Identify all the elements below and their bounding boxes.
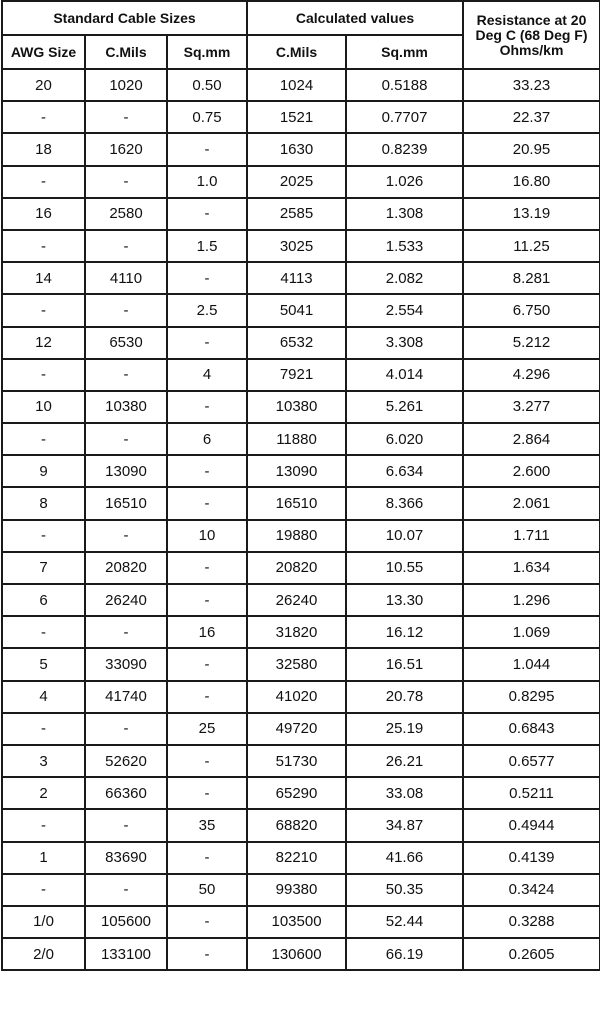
awg-size-cell: 9 [2,455,85,487]
calc-cmils-cell: 3025 [247,230,346,262]
std-sqmm-cell: - [167,938,247,970]
std-sqmm-cell: 1.5 [167,230,247,262]
std-cmils-header: C.Mils [85,35,167,69]
calc-cmils-cell: 51730 [247,745,346,777]
awg-size-cell: 14 [2,262,85,294]
calc-cmils-cell: 31820 [247,616,346,648]
calc-sqmm-cell: 2.082 [346,262,463,294]
awg-size-cell: 4 [2,681,85,713]
resistance-cell: 16.80 [463,166,600,198]
std-cmils-cell: - [85,230,167,262]
table-row [2,616,600,648]
calc-sqmm-cell: 2.554 [346,294,463,326]
std-cmils-cell: - [85,809,167,841]
awg-size-cell: - [2,359,85,391]
std-cmils-cell: - [85,874,167,906]
table-row [2,166,600,198]
cable-size-table [1,0,600,971]
std-cmils-cell: 2580 [85,198,167,230]
resistance-cell: 11.25 [463,230,600,262]
std-sqmm-cell: 10 [167,520,247,552]
calc-cmils-cell: 4113 [247,262,346,294]
std-cmils-cell: 13090 [85,455,167,487]
calc-cmils-cell: 99380 [247,874,346,906]
calc-sqmm-cell: 50.35 [346,874,463,906]
awg-size-cell: 6 [2,584,85,616]
std-cmils-cell: 6530 [85,327,167,359]
std-sqmm-cell: 6 [167,423,247,455]
calc-sqmm-cell: 26.21 [346,745,463,777]
std-sqmm-cell: 35 [167,809,247,841]
calc-cmils-cell: 130600 [247,938,346,970]
std-cmils-cell: - [85,166,167,198]
resistance-cell: 3.277 [463,391,600,423]
awg-size-cell: 18 [2,133,85,165]
calc-sqmm-cell: 33.08 [346,777,463,809]
table-row [2,69,600,101]
resistance-cell: 1.634 [463,552,600,584]
std-sqmm-cell: - [167,648,247,680]
calc-sqmm-cell: 66.19 [346,938,463,970]
calc-sqmm-cell: 0.8239 [346,133,463,165]
std-sqmm-cell: 1.0 [167,166,247,198]
resistance-cell: 0.8295 [463,681,600,713]
std-sqmm-cell: 0.75 [167,101,247,133]
calc-cmils-cell: 1521 [247,101,346,133]
std-cmils-cell: - [85,520,167,552]
std-sqmm-cell: - [167,391,247,423]
calc-sqmm-cell: 16.12 [346,616,463,648]
resistance-header: Resistance at 20 Deg C (68 Deg F) Ohms/km [463,1,600,69]
calc-sqmm-cell: 41.66 [346,842,463,874]
resistance-cell: 1.296 [463,584,600,616]
std-sqmm-cell: - [167,455,247,487]
resistance-cell: 2.061 [463,487,600,519]
table-row [2,874,600,906]
calc-sqmm-cell: 0.7707 [346,101,463,133]
std-cmils-cell: 20820 [85,552,167,584]
std-sqmm-cell: - [167,487,247,519]
table-row [2,938,600,970]
resistance-cell: 0.6843 [463,713,600,745]
resistance-cell: 0.3288 [463,906,600,938]
table-row [2,327,600,359]
resistance-cell: 1.069 [463,616,600,648]
awg-size-header: AWG Size [2,35,85,69]
std-sqmm-cell: 25 [167,713,247,745]
std-cmils-cell: 133100 [85,938,167,970]
calc-cmils-cell: 68820 [247,809,346,841]
std-sqmm-cell: - [167,133,247,165]
resistance-cell: 0.4944 [463,809,600,841]
calc-sqmm-cell: 1.533 [346,230,463,262]
resistance-cell: 0.5211 [463,777,600,809]
calc-cmils-cell: 32580 [247,648,346,680]
std-sqmm-cell: 16 [167,616,247,648]
std-sqmm-cell: - [167,842,247,874]
resistance-cell: 13.19 [463,198,600,230]
table-row [2,262,600,294]
std-sqmm-cell: - [167,584,247,616]
resistance-cell: 1.044 [463,648,600,680]
awg-size-cell: 2/0 [2,938,85,970]
awg-size-cell: - [2,101,85,133]
table-row [2,359,600,391]
std-cmils-cell: - [85,616,167,648]
table-row [2,745,600,777]
calc-cmils-cell: 1630 [247,133,346,165]
table-row [2,520,600,552]
std-sqmm-cell: - [167,198,247,230]
awg-size-cell: 20 [2,69,85,101]
table-row [2,391,600,423]
calc-cmils-cell: 7921 [247,359,346,391]
table-row [2,777,600,809]
resistance-cell: 1.711 [463,520,600,552]
calc-sqmm-cell: 10.55 [346,552,463,584]
std-cmils-cell: 16510 [85,487,167,519]
std-cmils-cell: 26240 [85,584,167,616]
awg-size-cell: - [2,713,85,745]
resistance-cell: 0.6577 [463,745,600,777]
table-row [2,681,600,713]
table-row [2,294,600,326]
calc-cmils-cell: 103500 [247,906,346,938]
resistance-cell: 5.212 [463,327,600,359]
std-cmils-cell: 105600 [85,906,167,938]
awg-size-cell: 8 [2,487,85,519]
resistance-cell: 0.2605 [463,938,600,970]
resistance-cell: 22.37 [463,101,600,133]
resistance-cell: 33.23 [463,69,600,101]
table-body [2,69,600,970]
resistance-cell: 0.3424 [463,874,600,906]
calc-sqmm-header: Sq.mm [346,35,463,69]
calc-cmils-cell: 11880 [247,423,346,455]
std-sqmm-cell: - [167,327,247,359]
table-row [2,133,600,165]
awg-size-cell: 1/0 [2,906,85,938]
calc-sqmm-cell: 6.020 [346,423,463,455]
std-cmils-cell: 52620 [85,745,167,777]
calc-sqmm-cell: 16.51 [346,648,463,680]
calc-sqmm-cell: 4.014 [346,359,463,391]
std-cmils-cell: - [85,713,167,745]
std-cmils-cell: - [85,359,167,391]
calc-cmils-header: C.Mils [247,35,346,69]
resistance-cell: 4.296 [463,359,600,391]
calc-cmils-cell: 49720 [247,713,346,745]
table-row [2,198,600,230]
std-cmils-cell: 33090 [85,648,167,680]
calc-cmils-cell: 16510 [247,487,346,519]
resistance-cell: 2.600 [463,455,600,487]
calc-sqmm-cell: 10.07 [346,520,463,552]
std-sqmm-cell: - [167,681,247,713]
calc-sqmm-cell: 3.308 [346,327,463,359]
calc-cmils-cell: 13090 [247,455,346,487]
table-row [2,455,600,487]
awg-size-cell: 1 [2,842,85,874]
table-row [2,713,600,745]
calc-cmils-cell: 10380 [247,391,346,423]
awg-size-cell: - [2,230,85,262]
awg-size-cell: - [2,423,85,455]
awg-size-cell: 7 [2,552,85,584]
table-row [2,584,600,616]
std-sqmm-cell: - [167,777,247,809]
table-row [2,809,600,841]
std-sqmm-cell: - [167,552,247,584]
calc-sqmm-cell: 20.78 [346,681,463,713]
calc-sqmm-cell: 6.634 [346,455,463,487]
awg-size-cell: - [2,616,85,648]
awg-size-cell: - [2,809,85,841]
table-row [2,842,600,874]
resistance-cell: 2.864 [463,423,600,455]
std-sqmm-cell: 50 [167,874,247,906]
std-sqmm-cell: 2.5 [167,294,247,326]
awg-size-cell: 10 [2,391,85,423]
calc-cmils-cell: 2025 [247,166,346,198]
awg-size-cell: - [2,294,85,326]
calc-sqmm-cell: 13.30 [346,584,463,616]
table-row [2,906,600,938]
awg-size-cell: - [2,874,85,906]
std-sqmm-cell: - [167,906,247,938]
calc-sqmm-cell: 1.026 [346,166,463,198]
awg-size-cell: - [2,166,85,198]
std-sqmm-cell: - [167,745,247,777]
calc-cmils-cell: 41020 [247,681,346,713]
calc-sqmm-cell: 25.19 [346,713,463,745]
awg-size-cell: 2 [2,777,85,809]
calculated-values-header: Calculated values [247,1,463,35]
std-cmils-cell: 41740 [85,681,167,713]
resistance-cell: 8.281 [463,262,600,294]
calc-cmils-cell: 26240 [247,584,346,616]
calc-cmils-cell: 1024 [247,69,346,101]
std-cmils-cell: - [85,294,167,326]
calc-sqmm-cell: 1.308 [346,198,463,230]
calc-sqmm-cell: 5.261 [346,391,463,423]
calc-cmils-cell: 82210 [247,842,346,874]
calc-cmils-cell: 65290 [247,777,346,809]
std-cmils-cell: - [85,423,167,455]
std-sqmm-cell: 0.50 [167,69,247,101]
table-row [2,423,600,455]
table-row [2,552,600,584]
std-cmils-cell: 1020 [85,69,167,101]
table-row [2,487,600,519]
table-row [2,101,600,133]
table-row [2,230,600,262]
std-sqmm-cell: - [167,262,247,294]
awg-size-cell: 12 [2,327,85,359]
calc-cmils-cell: 19880 [247,520,346,552]
table-row [2,648,600,680]
awg-size-cell: - [2,520,85,552]
awg-size-cell: 16 [2,198,85,230]
calc-sqmm-cell: 0.5188 [346,69,463,101]
std-cmils-cell: 4110 [85,262,167,294]
std-sqmm-header: Sq.mm [167,35,247,69]
calc-cmils-cell: 20820 [247,552,346,584]
resistance-cell: 0.4139 [463,842,600,874]
calc-cmils-cell: 5041 [247,294,346,326]
calc-sqmm-cell: 34.87 [346,809,463,841]
std-sqmm-cell: 4 [167,359,247,391]
resistance-cell: 20.95 [463,133,600,165]
awg-size-cell: 3 [2,745,85,777]
calc-cmils-cell: 6532 [247,327,346,359]
resistance-cell: 6.750 [463,294,600,326]
std-cmils-cell: 10380 [85,391,167,423]
calc-sqmm-cell: 52.44 [346,906,463,938]
std-cmils-cell: 66360 [85,777,167,809]
std-cmils-cell: - [85,101,167,133]
std-cmils-cell: 83690 [85,842,167,874]
calc-cmils-cell: 2585 [247,198,346,230]
std-cmils-cell: 1620 [85,133,167,165]
calc-sqmm-cell: 8.366 [346,487,463,519]
standard-cable-sizes-header: Standard Cable Sizes [2,1,247,35]
awg-size-cell: 5 [2,648,85,680]
